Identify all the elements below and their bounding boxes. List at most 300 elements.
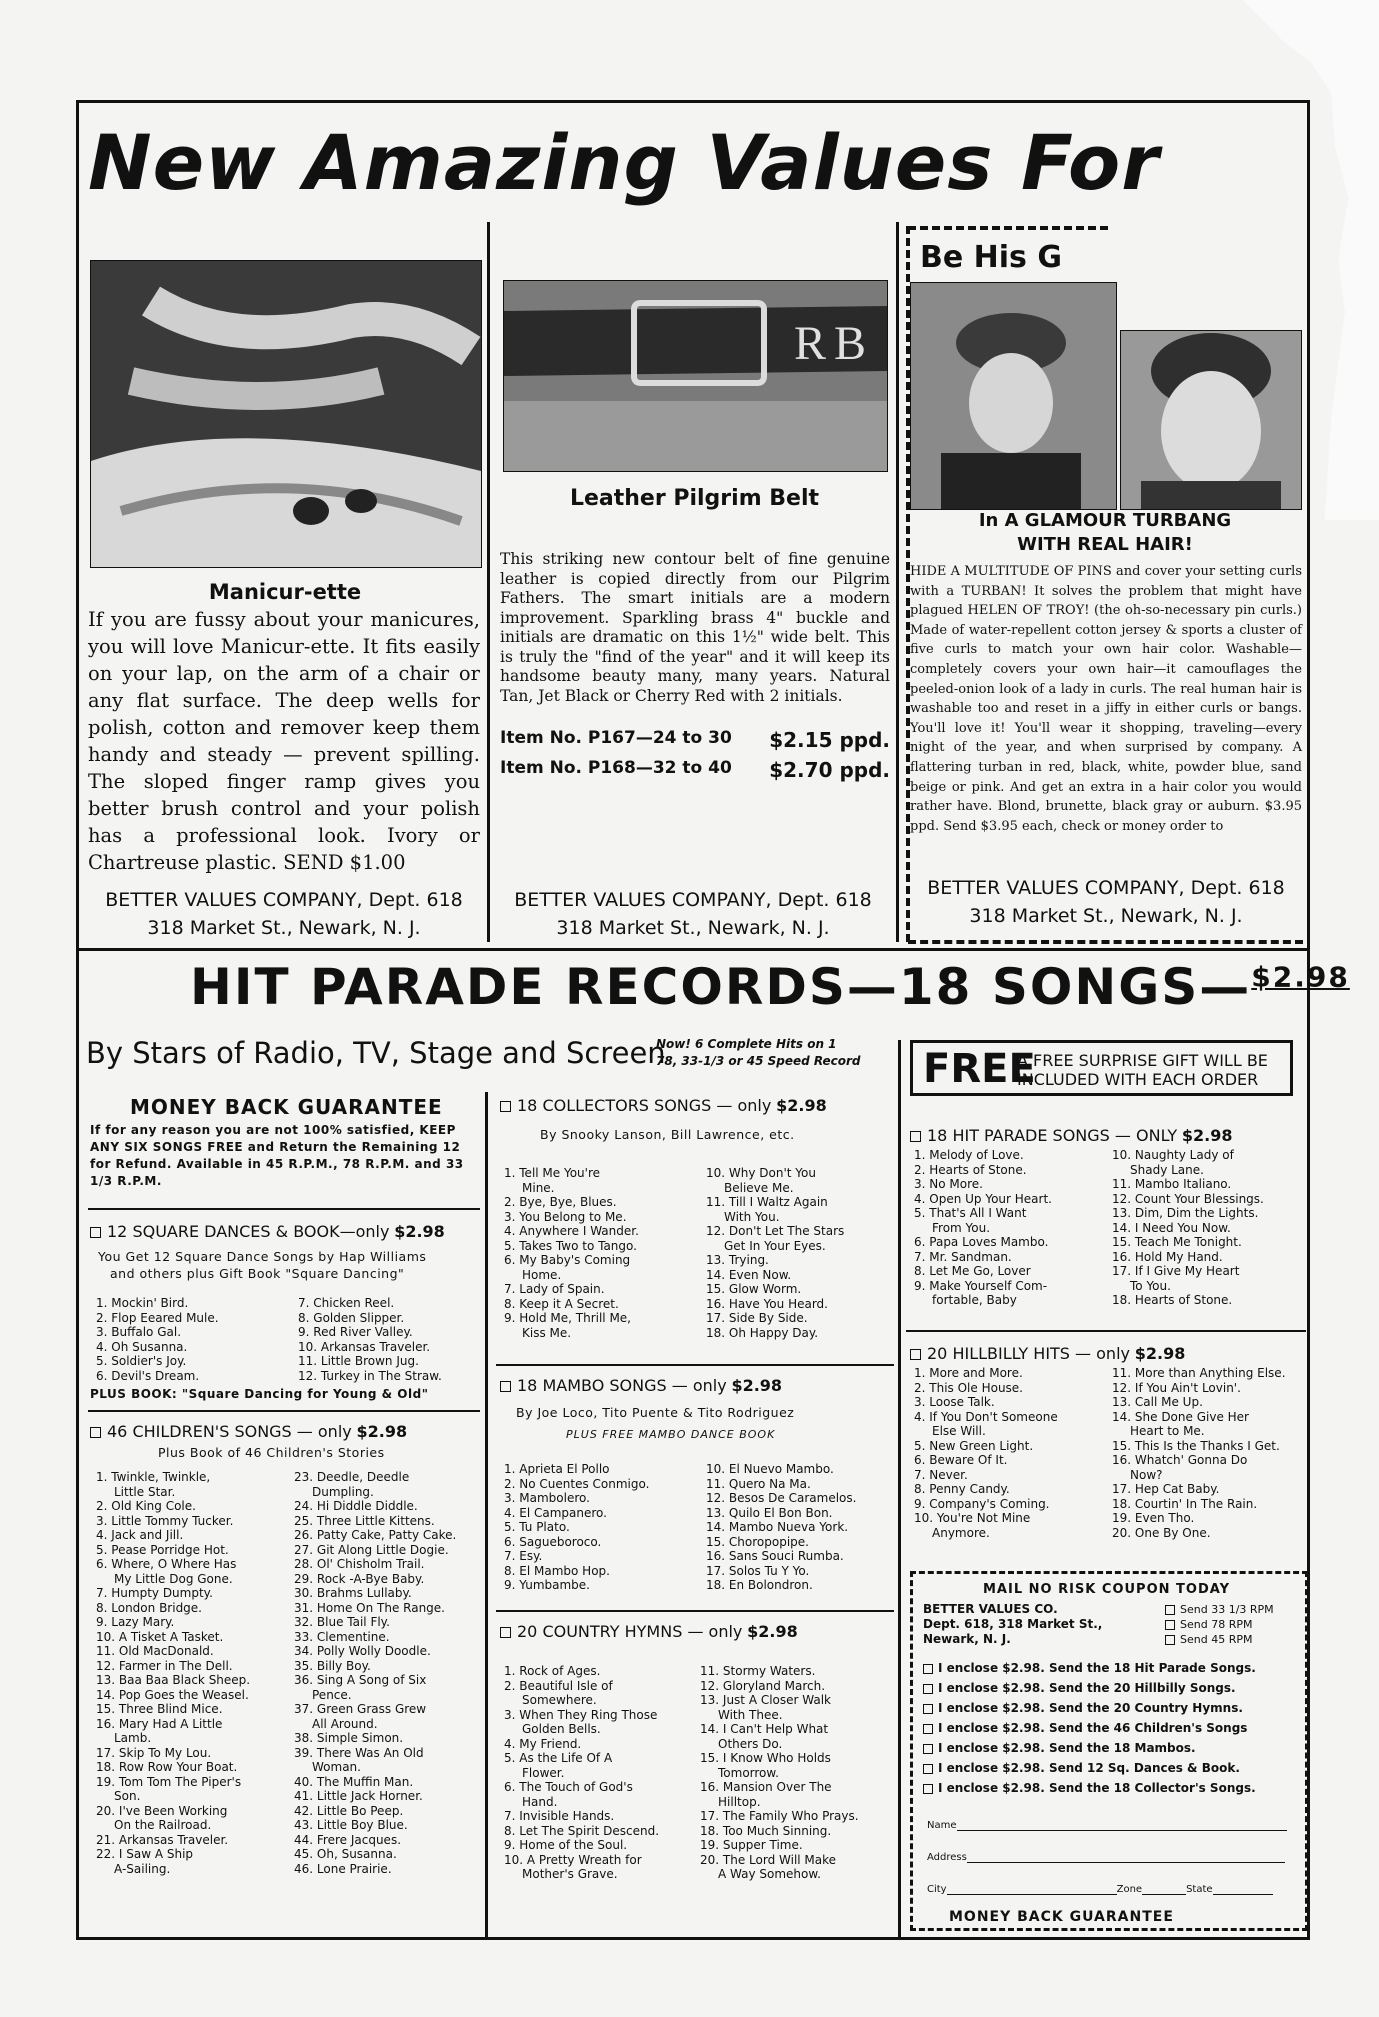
song-item: Mine.	[522, 1180, 555, 1195]
free-text-1: A FREE SURPRISE GIFT WILL BE	[1017, 1051, 1268, 1070]
order-line-label: I enclose $2.98. Send the 18 Hit Parade Songs.	[938, 1661, 1256, 1675]
hymns-price: $2.98	[747, 1622, 798, 1641]
square-sub-2: and others plus Gift Book "Square Dancing"	[110, 1266, 405, 1281]
song-item: 1. Mockin' Bird.	[96, 1296, 189, 1310]
checkbox-icon	[910, 1131, 921, 1142]
song-item: 10. Why Don't You	[706, 1166, 816, 1180]
order-line-label: I enclose $2.98. Send the 20 Hillbilly Songs.	[938, 1681, 1236, 1695]
turban-company	[906, 874, 1306, 930]
square-dances-sub	[98, 1248, 426, 1282]
company-address: 318 Market St., Newark, N. J.	[969, 905, 1243, 927]
manicurette-description: If you are fussy about your manicures, you will love Manicur-ette. It fits easily on your lap, on the arm of a chair or any flat surface. The deep wells for polish, cotton and remover keep them handy and steady — prevent spilling. The sloped finger ramp gives you better brush control and your polish has a professional look. Ivory or Chartreuse plastic. SEND $1.00	[88, 608, 480, 874]
checkbox-icon	[500, 1381, 511, 1392]
divider	[496, 1610, 894, 1612]
song-item: 18. Courtin' In The Rain.	[1112, 1496, 1258, 1511]
song-item: 15. I Know Who Holds	[700, 1751, 831, 1765]
now6-line-2: 78, 33-1/3 or 45 Speed Record	[656, 1054, 861, 1068]
song-item: 7. Invisible Hands.	[504, 1809, 615, 1823]
belt-photo	[503, 280, 888, 472]
song-item: 35. Billy Boy.	[294, 1658, 371, 1673]
song-item: 13. Trying.	[706, 1253, 769, 1267]
song-item: Believe Me.	[724, 1180, 794, 1195]
song-item: 8. Let Me Go, Lover	[914, 1264, 1031, 1278]
song-item: 39. There Was An Old	[294, 1745, 424, 1760]
song-item: 14. She Done Give Her	[1112, 1409, 1249, 1424]
mambo-sub-2: PLUS FREE MAMBO DANCE BOOK	[566, 1428, 776, 1441]
order-line-hillbilly[interactable]	[923, 1678, 1256, 1698]
song-item: 17. Solos Tu Y Yo.	[706, 1563, 810, 1578]
coupon-company-name: BETTER VALUES CO.	[923, 1602, 1058, 1616]
speed-option-45[interactable]	[1165, 1632, 1274, 1647]
song-item: From You.	[932, 1220, 991, 1235]
song-item: 12. If You Ain't Lovin'.	[1112, 1380, 1241, 1395]
company-name: BETTER VALUES COMPANY, Dept. 618	[514, 889, 872, 911]
song-item: 46. Lone Prairie.	[294, 1861, 392, 1876]
song-item: 23. Deedle, Deedle	[294, 1470, 410, 1484]
song-item: 12. Count Your Blessings.	[1112, 1191, 1264, 1206]
song-item: 14. Even Now.	[706, 1267, 792, 1282]
song-item: 7. Humpty Dumpty.	[96, 1586, 213, 1600]
song-item: To You.	[1130, 1278, 1171, 1293]
song-item: 11. Mambo Italiano.	[1112, 1177, 1232, 1191]
checkbox-icon	[923, 1664, 933, 1674]
song-item: 5. Soldier's Joy.	[96, 1354, 187, 1368]
turban-dashed-bottom	[908, 940, 1303, 944]
mambo-heading	[500, 1376, 782, 1395]
song-item: With Thee.	[718, 1707, 783, 1722]
turban-title-1: In A GLAMOUR TURBANG	[978, 510, 1232, 531]
name-label: Name	[927, 1820, 957, 1831]
song-item: 31. Home On The Range.	[294, 1600, 445, 1615]
speed-option-78[interactable]	[1165, 1617, 1274, 1632]
song-item: 1. Tell Me You're	[504, 1166, 601, 1180]
coupon-order-lines	[923, 1658, 1256, 1798]
song-item: 5. New Green Light.	[914, 1438, 1034, 1453]
song-item: Else Will.	[932, 1424, 986, 1438]
turban-photo-left	[910, 282, 1117, 510]
hillbilly-title: 20 HILLBILLY HITS — only	[927, 1344, 1130, 1363]
square-list-right	[298, 1296, 488, 1383]
order-line-label: I enclose $2.98. Send the 18 Mambos.	[938, 1741, 1196, 1755]
children-heading	[90, 1422, 407, 1441]
song-item: 27. Git Along Little Dogie.	[294, 1542, 449, 1557]
coupon-money-back: MONEY BACK GUARANTEE	[949, 1909, 1174, 1925]
song-item: 3. Little Tommy Tucker.	[96, 1513, 234, 1528]
song-item: 12. Turkey in The Straw.	[298, 1368, 442, 1383]
hitparade-list-right	[1112, 1148, 1308, 1308]
address-label: Address	[927, 1852, 967, 1863]
collectors-list-right	[706, 1166, 896, 1340]
song-item: 16. Whatch' Gonna Do	[1112, 1453, 1248, 1467]
company-name: BETTER VALUES COMPANY, Dept. 618	[105, 889, 463, 911]
song-item: 24. Hi Diddle Diddle.	[294, 1499, 418, 1513]
divider	[906, 1330, 1306, 1332]
song-item: 10. Naughty Lady of	[1112, 1148, 1234, 1162]
song-item: 26. Patty Cake, Patty Cake.	[294, 1528, 457, 1542]
song-item: 5. Tu Plato.	[504, 1520, 570, 1534]
checkbox-icon	[1165, 1620, 1175, 1630]
song-item: Little Star.	[114, 1484, 176, 1499]
svg-text:R: R	[794, 317, 827, 370]
song-item: 11. Quero Na Ma.	[706, 1476, 811, 1491]
song-item: 19. Even Tho.	[1112, 1511, 1195, 1525]
song-item: 14. I Need You Now.	[1112, 1220, 1231, 1235]
song-item: 10. Arkansas Traveler.	[298, 1339, 431, 1354]
order-line-collectors[interactable]	[923, 1778, 1256, 1798]
song-item: 9. Company's Coming.	[914, 1496, 1050, 1511]
song-item: Somewhere.	[522, 1693, 597, 1707]
song-item: 1. More and More.	[914, 1366, 1023, 1380]
company-address: 318 Market St., Newark, N. J.	[147, 917, 421, 939]
song-item: 3. When They Ring Those	[504, 1707, 658, 1722]
song-item: 3. Buffalo Gal.	[96, 1325, 182, 1339]
hillbilly-heading	[910, 1344, 1185, 1363]
song-item: 15. This Is the Thanks I Get.	[1112, 1438, 1280, 1453]
song-item: 13. Dim, Dim the Lights.	[1112, 1206, 1259, 1220]
hitparade-title: 18 HIT PARADE SONGS — ONLY	[927, 1126, 1178, 1145]
collectors-heading	[500, 1096, 827, 1115]
by-stars: By Stars of Radio, TV, Stage and Screen	[86, 1036, 666, 1070]
checkbox-icon	[923, 1684, 933, 1694]
song-item: 19. Tom Tom The Piper's	[96, 1774, 242, 1789]
song-item: Kiss Me.	[522, 1325, 572, 1340]
song-item: Get In Your Eyes.	[724, 1238, 826, 1253]
song-item: All Around.	[312, 1716, 378, 1731]
belt-description: This striking new contour belt of fine genuine leather is copied directly from our Pilgrim Fathers. The smart initials are a modern improvement. Sparkling brass 4" buckle and initials are dramatic on this 1½" wide belt. This is truly the "find of the year" and it will keep its handsome beauty many, many years. Natural Tan, Jet Black or Cherry Red with 2 initials.	[500, 550, 890, 705]
hitparade-heading	[910, 1126, 1233, 1145]
collectors-title: 18 COLLECTORS SONGS — only	[517, 1096, 772, 1115]
song-item: 17. Hep Cat Baby.	[1112, 1482, 1220, 1496]
song-item: Hand.	[522, 1794, 558, 1809]
speed-label: Send 33 1/3 RPM	[1180, 1603, 1274, 1616]
turban-title-2: WITH REAL HAIR!	[1017, 534, 1193, 555]
square-dances-heading	[90, 1222, 445, 1241]
order-line-square[interactable]	[923, 1758, 1256, 1778]
song-item: My Little Dog Gone.	[114, 1571, 233, 1586]
song-item: 5. As the Life Of A	[504, 1751, 613, 1765]
address-field[interactable]	[927, 1852, 1285, 1863]
children-title: 46 CHILDREN'S SONGS — only	[107, 1422, 352, 1441]
checkbox-icon	[923, 1744, 933, 1754]
children-list-left	[96, 1470, 286, 1876]
song-item: 6. The Touch of God's	[504, 1780, 633, 1794]
now6-note	[656, 1036, 861, 1070]
belt-price-2: $2.70 ppd.	[769, 758, 890, 782]
song-item: Now?	[1130, 1467, 1163, 1482]
checkbox-icon	[923, 1704, 933, 1714]
song-item: 30. Brahms Lullaby.	[294, 1586, 412, 1600]
square-dances-price: $2.98	[394, 1222, 445, 1241]
song-item: 16. Sans Souci Rumba.	[706, 1549, 844, 1563]
song-item: 4. El Campanero.	[504, 1505, 607, 1520]
song-item: 11. More than Anything Else.	[1112, 1366, 1286, 1380]
mambo-sub: By Joe Loco, Tito Puente & Tito Rodriguez	[516, 1405, 795, 1420]
song-item: 8. El Mambo Hop.	[504, 1563, 610, 1578]
lower-column-divider-2	[898, 1040, 901, 1937]
song-item: 7. Mr. Sandman.	[914, 1249, 1012, 1264]
coupon-company-dept: Dept. 618, 318 Market St.,	[923, 1617, 1103, 1631]
song-item: 9. Yumbambe.	[504, 1578, 590, 1592]
song-item: 7. Never.	[914, 1467, 968, 1482]
free-gift-box	[910, 1040, 1293, 1096]
song-item: 20. One By One.	[1112, 1525, 1211, 1540]
song-item: 14. Pop Goes the Weasel.	[96, 1687, 249, 1702]
song-item: 11. Little Brown Jug.	[298, 1354, 419, 1368]
collectors-sub: By Snooky Lanson, Bill Lawrence, etc.	[540, 1127, 795, 1142]
company-name: BETTER VALUES COMPANY, Dept. 618	[927, 877, 1285, 899]
song-item: 16. Mansion Over The	[700, 1780, 832, 1794]
song-item: With You.	[724, 1209, 780, 1224]
song-item: 15. Choropopipe.	[706, 1534, 809, 1549]
free-text-2: INCLUDED WITH EACH ORDER	[1017, 1070, 1259, 1089]
song-item: 12. Besos De Caramelos.	[706, 1491, 857, 1505]
song-item: 13. Baa Baa Black Sheep.	[96, 1673, 251, 1687]
song-item: 36. Sing A Song of Six	[294, 1673, 427, 1687]
song-item: Woman.	[312, 1760, 361, 1774]
song-item: 1. Twinkle, Twinkle,	[96, 1470, 211, 1484]
song-item: Flower.	[522, 1765, 565, 1780]
speed-label: Send 78 RPM	[1180, 1618, 1253, 1631]
belt-item-1: Item No. P167—24 to 30	[500, 728, 732, 748]
mambo-title: 18 MAMBO SONGS — only	[517, 1376, 727, 1395]
song-item: Dumpling.	[312, 1484, 374, 1499]
song-item: 7. Esy.	[504, 1549, 543, 1563]
song-item: fortable, Baby	[932, 1293, 1017, 1307]
song-item: Tomorrow.	[718, 1765, 779, 1780]
mambo-list-left	[504, 1462, 704, 1593]
state-label: State	[1186, 1884, 1213, 1895]
speed-option-33[interactable]	[1165, 1602, 1274, 1617]
song-item: 16. Hold My Hand.	[1112, 1249, 1223, 1264]
order-line-children[interactable]	[923, 1718, 1256, 1738]
square-plus-book: PLUS BOOK: "Square Dancing for Young & Old"	[90, 1387, 429, 1401]
square-list-left	[96, 1296, 286, 1383]
hitparade-list-left	[914, 1148, 1114, 1308]
hillbilly-list-right	[1112, 1366, 1308, 1540]
song-item: Home.	[522, 1267, 562, 1282]
song-item: 9. Hold Me, Thrill Me,	[504, 1311, 631, 1325]
song-item: 4. Open Up Your Heart.	[914, 1191, 1052, 1206]
divider	[496, 1364, 894, 1366]
song-item: 6. My Baby's Coming	[504, 1253, 631, 1267]
coupon-company	[923, 1602, 1102, 1647]
hillbilly-list-left	[914, 1366, 1114, 1540]
coupon-company-city: Newark, N. J.	[923, 1632, 1011, 1646]
song-item: 29. Rock -A-Bye Baby.	[294, 1571, 425, 1586]
song-item: 2. Beautiful Isle of	[504, 1678, 613, 1693]
song-item: 3. Mambolero.	[504, 1491, 590, 1505]
song-item: 2. This Ole House.	[914, 1380, 1023, 1395]
lower-column-divider-1	[485, 1092, 488, 1937]
column-divider-1	[487, 222, 490, 942]
checkbox-icon	[923, 1764, 933, 1774]
order-line-label: I enclose $2.98. Send the 46 Children's Songs	[938, 1721, 1248, 1735]
song-item: 9. Make Yourself Com-	[914, 1278, 1048, 1293]
song-item: 2. Flop Eeared Mule.	[96, 1310, 219, 1325]
checkbox-icon	[500, 1627, 511, 1638]
hymns-list-right	[700, 1664, 896, 1882]
song-item: A Way Somehow.	[718, 1867, 821, 1881]
song-item: 11. Stormy Waters.	[700, 1664, 816, 1678]
song-item: Pence.	[312, 1687, 352, 1702]
checkbox-icon	[1165, 1605, 1175, 1615]
song-item: 33. Clementine.	[294, 1629, 390, 1644]
song-item: 5. Takes Two to Tango.	[504, 1238, 637, 1253]
song-item: 18. Oh Happy Day.	[706, 1325, 819, 1340]
song-item: 8. Keep it A Secret.	[504, 1296, 619, 1311]
song-item: 2. Bye, Bye, Blues.	[504, 1195, 617, 1209]
order-line-label: I enclose $2.98. Send 12 Sq. Dances & Book.	[938, 1761, 1240, 1775]
free-label: FREE	[923, 1046, 1036, 1092]
song-item: 18. Hearts of Stone.	[1112, 1293, 1233, 1307]
song-item: 34. Polly Wolly Doodle.	[294, 1644, 431, 1658]
belt-item-2: Item No. P168—32 to 40	[500, 758, 732, 778]
song-item: 18. Row Row Your Boat.	[96, 1760, 238, 1774]
hymns-list-left	[504, 1664, 704, 1882]
checkbox-icon	[90, 1427, 101, 1438]
song-item: 17. Side By Side.	[706, 1311, 808, 1325]
song-item: 8. London Bridge.	[96, 1600, 202, 1615]
zone-label: Zone	[1116, 1884, 1143, 1895]
square-sub-1: You Get 12 Square Dance Songs by Hap Williams	[98, 1249, 427, 1264]
song-item: 18. Too Much Sinning.	[700, 1823, 832, 1838]
hymns-title: 20 COUNTRY HYMNS — only	[517, 1622, 743, 1641]
song-item: 8. Penny Candy.	[914, 1482, 1010, 1496]
song-item: 10. You're Not Mine	[914, 1511, 1031, 1525]
song-item: Lamb.	[114, 1731, 152, 1745]
money-back-title: MONEY BACK GUARANTEE	[130, 1095, 443, 1119]
song-item: 6. Papa Loves Mambo.	[914, 1235, 1049, 1249]
column-divider-2	[896, 222, 899, 942]
song-item: 44. Frere Jacques.	[294, 1832, 402, 1847]
song-item: 5. That's All I Want	[914, 1206, 1027, 1220]
song-item: 6. Sagueboroco.	[504, 1534, 602, 1549]
song-item: 15. Teach Me Tonight.	[1112, 1235, 1242, 1249]
song-item: 11. Old MacDonald.	[96, 1644, 214, 1658]
song-item: 42. Little Bo Peep.	[294, 1803, 404, 1818]
song-item: 5. Pease Porridge Hot.	[96, 1542, 229, 1557]
city-label: City	[927, 1884, 947, 1895]
song-item: 6. Devil's Dream.	[96, 1368, 200, 1383]
now6-line-1: Now! 6 Complete Hits on 1	[656, 1037, 837, 1051]
song-item: 4. My Friend.	[504, 1736, 582, 1751]
song-item: 3. You Belong to Me.	[504, 1209, 627, 1224]
belt-title: Leather Pilgrim Belt	[569, 486, 820, 511]
song-item: 45. Oh, Susanna.	[294, 1847, 397, 1861]
money-back-text: If for any reason you are not 100% satisfied, KEEP ANY SIX SONGS FREE and Return the Remaining 12 for Refund. Available in 45 R.P.M., 78 R.P.M. and 33 1/3 R.P.M.	[90, 1123, 464, 1188]
order-line-label: I enclose $2.98. Send the 20 Country Hymns.	[938, 1701, 1243, 1715]
song-item: 13. Just A Closer Walk	[700, 1693, 832, 1707]
song-item: 2. Hearts of Stone.	[914, 1162, 1027, 1177]
song-item: 4. If You Don't Someone	[914, 1409, 1058, 1424]
divider	[88, 1208, 480, 1210]
belt-price-row-1	[500, 728, 890, 752]
order-line-mambos[interactable]	[923, 1738, 1256, 1758]
turban-photo-right	[1120, 330, 1302, 510]
mambo-list-right	[706, 1462, 896, 1593]
hillbilly-price: $2.98	[1134, 1344, 1186, 1363]
song-item: 37. Green Grass Grew	[294, 1702, 427, 1716]
song-item: 1. Aprieta El Pollo	[504, 1462, 610, 1476]
song-item: 15. Three Blind Mice.	[96, 1702, 223, 1716]
song-item: 4. Jack and Jill.	[96, 1528, 184, 1542]
song-item: 9. Home of the Soul.	[504, 1838, 628, 1852]
mambo-price: $2.98	[731, 1376, 783, 1395]
song-item: 12. Gloryland March.	[700, 1678, 826, 1693]
song-item: 8. Let The Spirit Descend.	[504, 1823, 660, 1838]
song-item: 4. Anywhere I Wander.	[504, 1224, 639, 1238]
divider	[88, 1410, 480, 1412]
song-item: Son.	[114, 1789, 141, 1803]
headline: New Amazing Values For	[88, 118, 1160, 207]
song-item: 14. I Can't Help What	[700, 1722, 829, 1736]
song-item: 3. No More.	[914, 1177, 983, 1191]
belt-company	[495, 886, 891, 942]
order-line-label: I enclose $2.98. Send the 18 Collector's Songs.	[938, 1781, 1256, 1795]
song-item: 12. Farmer in The Dell.	[96, 1658, 233, 1673]
song-item: 20. I've Been Working	[96, 1803, 228, 1818]
city-field[interactable]	[927, 1884, 1273, 1895]
company-address: 318 Market St., Newark, N. J.	[556, 917, 830, 939]
song-item: 17. The Family Who Prays.	[700, 1809, 859, 1823]
song-item: 9. Lazy Mary.	[96, 1615, 175, 1629]
records-title-text: HIT PARADE RECORDS—18 SONGS—	[190, 958, 1252, 1016]
name-field[interactable]	[927, 1820, 1287, 1831]
song-item: 6. Beware Of It.	[914, 1453, 1008, 1467]
song-item: Heart to Me.	[1130, 1424, 1205, 1438]
song-item: 41. Little Jack Horner.	[294, 1789, 423, 1803]
children-price: $2.98	[356, 1422, 408, 1441]
records-title-price: $2.98	[1251, 960, 1350, 994]
song-item: 1. Rock of Ages.	[504, 1664, 601, 1678]
order-line-hitparade[interactable]	[923, 1658, 1256, 1678]
manicurette-company	[88, 886, 480, 942]
song-item: 8. Golden Slipper.	[298, 1310, 405, 1325]
song-item: 1. Melody of Love.	[914, 1148, 1024, 1162]
square-dances-title: 12 SQUARE DANCES & BOOK—only	[107, 1222, 390, 1241]
song-item: A-Sailing.	[114, 1861, 171, 1876]
checkbox-icon	[923, 1724, 933, 1734]
speed-label: Send 45 RPM	[1180, 1633, 1253, 1646]
children-list-right	[294, 1470, 484, 1876]
hitparade-price: $2.98	[1181, 1126, 1233, 1145]
records-title	[190, 958, 1350, 1016]
svg-text:B: B	[834, 317, 867, 370]
song-item: 17. Skip To My Lou.	[96, 1745, 212, 1760]
song-item: 32. Blue Tail Fly.	[294, 1615, 390, 1629]
song-item: 12. Don't Let The Stars	[706, 1224, 845, 1238]
order-line-hymns[interactable]	[923, 1698, 1256, 1718]
song-item: 7. Chicken Reel.	[298, 1296, 395, 1310]
song-item: 10. A Pretty Wreath for	[504, 1852, 642, 1867]
manicurette-photo	[90, 260, 482, 568]
belt-price-row-2	[500, 758, 890, 782]
song-item: 15. Glow Worm.	[706, 1282, 802, 1296]
song-item: 22. I Saw A Ship	[96, 1847, 194, 1861]
song-item: 40. The Muffin Man.	[294, 1774, 414, 1789]
song-item: 2. Old King Cole.	[96, 1499, 196, 1513]
song-item: 10. El Nuevo Mambo.	[706, 1462, 834, 1476]
mail-coupon	[910, 1571, 1308, 1931]
song-item: 11. Till I Waltz Again	[706, 1195, 828, 1209]
song-item: 13. Quilo El Bon Bon.	[706, 1505, 833, 1520]
song-item: 13. Call Me Up.	[1112, 1395, 1203, 1409]
song-item: 3. Loose Talk.	[914, 1395, 995, 1409]
song-item: 2. No Cuentes Conmigo.	[504, 1476, 650, 1491]
song-item: 43. Little Boy Blue.	[294, 1818, 408, 1832]
song-item: 16. Have You Heard.	[706, 1296, 828, 1311]
checkbox-icon	[1165, 1635, 1175, 1645]
